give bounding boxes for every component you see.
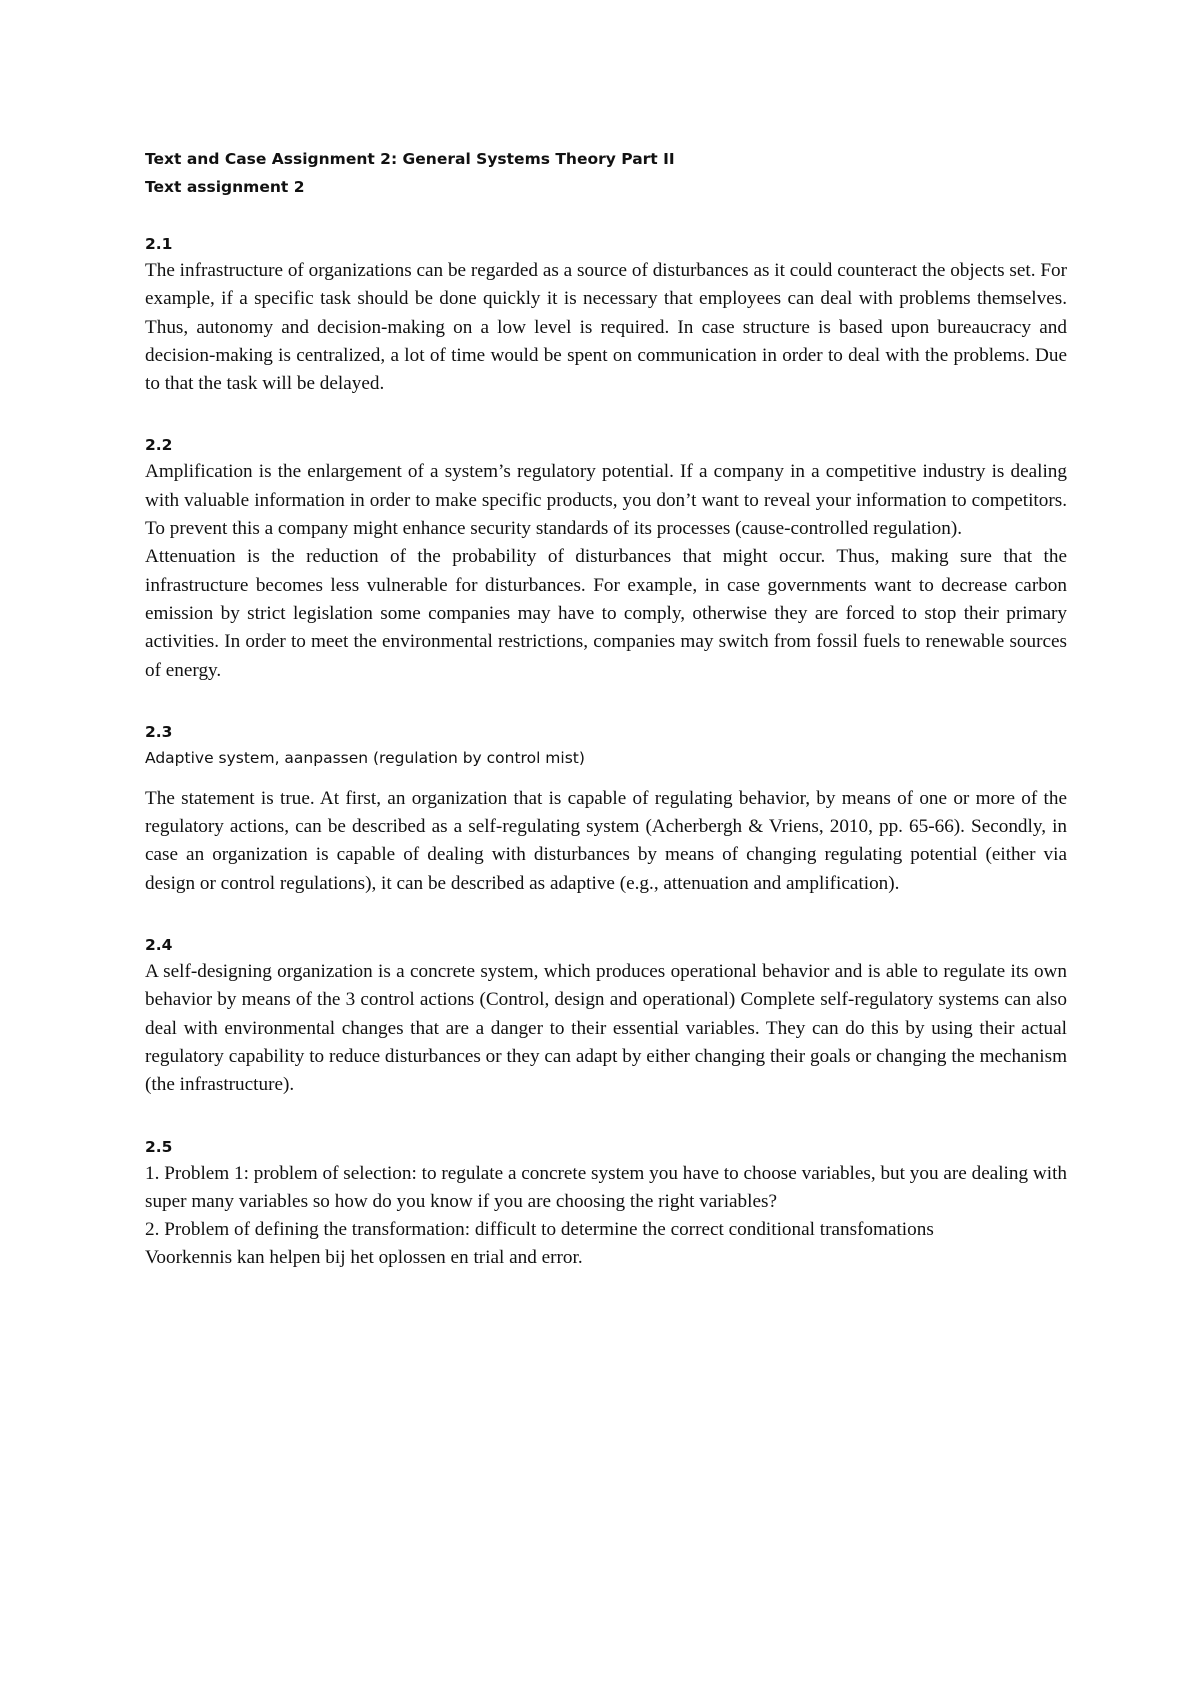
section-paragraph: The infrastructure of organizations can be regarded as a source of disturbances as it could counteract the objects set. For example, if a specific task should be done quickly it is necessary that employees can deal with problems themselves. Thus, autonomy and decision-making on a low level is required. In case structure is based upon bureaucracy and decision-making is centralized, a lot of time would be spent on communication in order to deal with the problems. Due to that the task will be delayed. <box>145 260 1067 395</box>
list-item: 2. Problem of defining the transformation: difficult to determine the correct conditional transfomations <box>145 1219 934 1241</box>
document-body <box>145 145 1067 1273</box>
section-number: 2.2 <box>145 436 173 455</box>
section-2-2 <box>145 432 1067 684</box>
section-paragraph: Voorkennis kan helpen bij het oplossen en trial and error. <box>145 1247 583 1269</box>
section-number: 2.1 <box>145 235 173 253</box>
document-subtitle: Text assignment 2 <box>145 178 305 196</box>
list-item: 1. Problem 1: problem of selection: to regulate a concrete system you have to choose variables, but you are dealing with super many variables so how do you know if you are choosing the right variables? <box>145 1162 1067 1212</box>
section-paragraph: Attenuation is the reduction of the probability of disturbances that might occur. Thus, making sure that the infrastructure becomes less vulnerable for disturbances. For example, in case governments want to decrease carbon emission by strict legislation some companies may have to comply, otherwise they are forced to stop their primary activities. In order to meet the environmental restrictions, companies may switch from fossil fuels to renewable sources of energy. <box>145 546 1067 681</box>
section-paragraph: Amplification is the enlargement of a system’s regulatory potential. If a company in a competitive industry is dealing with valuable information in order to make specific products, you don’t want to reveal your information to competitors. To prevent this a company might enhance security standards of its processes (cause-controlled regulation). <box>145 461 1067 540</box>
section-2-1 <box>145 231 1067 398</box>
section-number: 2.3 <box>145 722 173 741</box>
section-note: Adaptive system, aanpassen (regulation by control mist) <box>145 748 585 767</box>
document-title: Text and Case Assignment 2: General Systems Theory Part II <box>145 150 675 168</box>
section-number: 2.4 <box>145 936 173 955</box>
section-2-5 <box>145 1134 1067 1273</box>
section-paragraph: A self-designing organization is a concrete system, which produces operational behavior and is able to regulate its own behavior by means of the 3 control actions (Control, design and operational) Complete self-regulatory systems can also deal with environmental changes that are a danger to their essential variables. They can do this by using their actual regulatory capability to reduce disturbances or they can adapt by either changing their goals or changing the mechanism (the infrastructure). <box>145 961 1067 1096</box>
section-paragraph: The statement is true. At first, an organization that is capable of regulating behavior, by means of one or more of the regulatory actions, can be described as a self-regulating system (Acherbergh & Vriens, 2010, pp. 65-66). Secondly, in case an organization is capable of dealing with disturbances by means of changing regulating potential (either via design or control regulations), it can be described as adaptive (e.g., attenuation and amplification). <box>145 787 1067 894</box>
section-2-4 <box>145 932 1067 1099</box>
section-2-3 <box>145 719 1067 898</box>
section-number: 2.5 <box>145 1137 173 1156</box>
